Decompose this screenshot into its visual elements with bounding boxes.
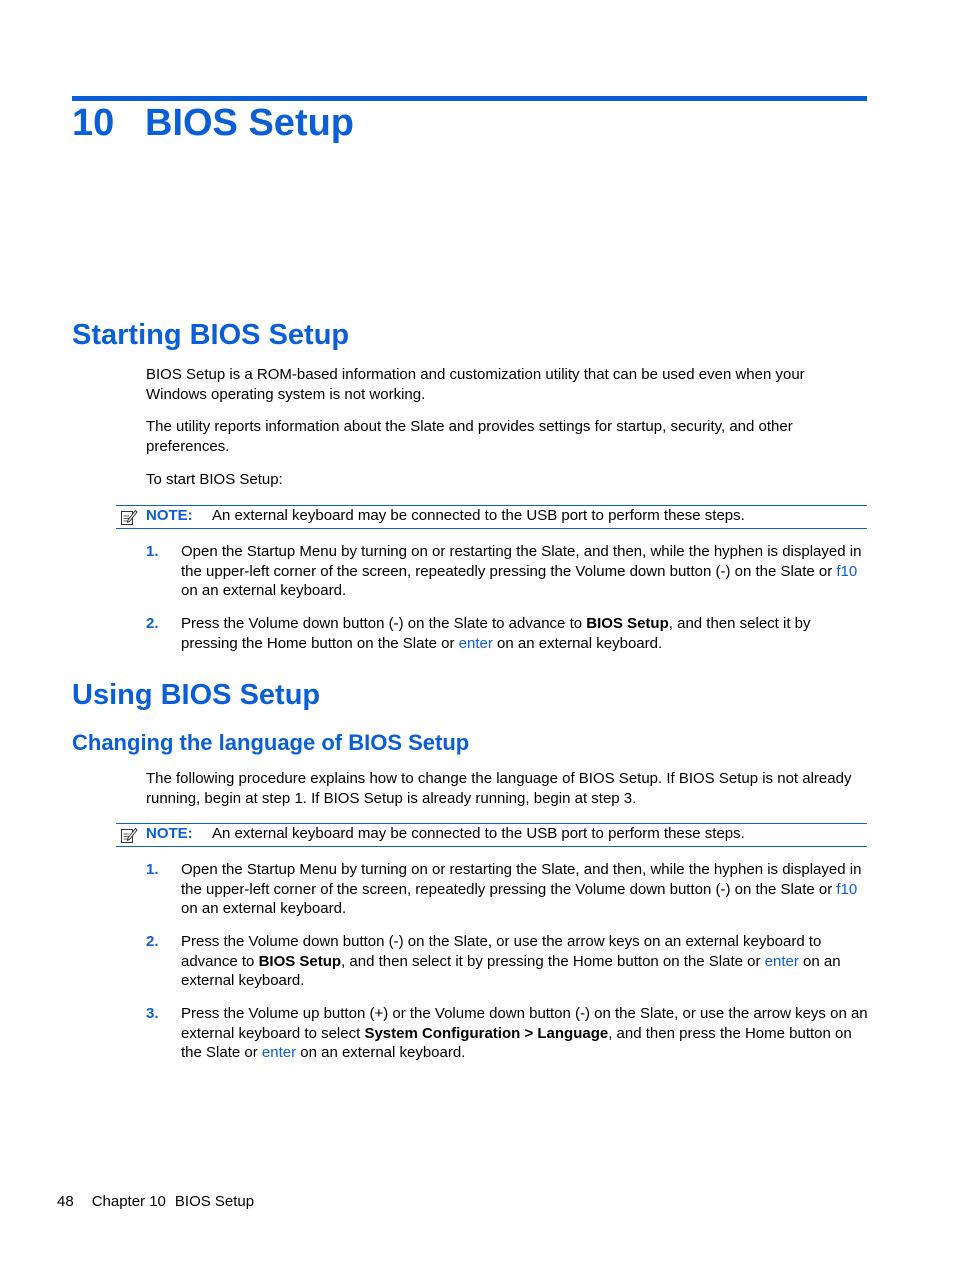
chapter-number: 10 — [72, 102, 115, 144]
footer-title: BIOS Setup — [174, 1193, 255, 1210]
paragraph: To start BIOS Setup: — [146, 471, 283, 488]
key-f10: f10 — [836, 880, 858, 898]
footer-chapter: Chapter 10 — [91, 1193, 166, 1210]
note-text: An external keyboard may be connected to the USB port to perform these steps. — [212, 507, 745, 524]
step-text: Press the Volume down button (-) on the Slate, or use the arrow keys on an external keyboard to advance to BIOS Setup, and then select it by pressing the Home button on the Slate or enter on an external keyboard. — [181, 933, 841, 990]
step-number: 1. — [146, 861, 159, 878]
page-number: 48 — [57, 1193, 74, 1210]
note-label: NOTE: — [146, 825, 193, 842]
note-label: NOTE: — [146, 507, 193, 524]
note-box — [116, 823, 867, 847]
paragraph: The following procedure explains how to change the language of BIOS Setup. If BIOS Setup is not already running, begin at step 1. If BIOS Setup is already running, begin at step 3. — [146, 770, 852, 807]
key-f10: f10 — [836, 562, 858, 580]
note-text: An external keyboard may be connected to the USB port to perform these steps. — [212, 825, 745, 842]
key-enter: enter — [764, 952, 799, 970]
key-enter: enter — [261, 1044, 297, 1062]
note-box — [116, 505, 867, 529]
page-footer — [57, 1192, 272, 1211]
step-number: 2. — [146, 933, 159, 950]
step-number: 2. — [146, 615, 159, 632]
section-heading-using: Using BIOS Setup — [72, 679, 321, 711]
step-text: Open the Startup Menu by turning on or restarting the Slate, and then, while the hyphen is displayed in the upper-left corner of the screen, repeatedly pressing the Volume down button (-) on the Slate or f10 on an external keyboard. — [181, 543, 862, 600]
note-pencil-icon — [120, 826, 138, 844]
subsection-heading: Changing the language of BIOS Setup — [72, 730, 470, 755]
step-text: Press the Volume down button (-) on the Slate to advance to BIOS Setup, and then select it by pressing the Home button on the Slate or enter on an external keyboard. — [181, 615, 811, 652]
step-number: 1. — [146, 543, 159, 560]
step-text: Press the Volume up button (+) or the Volume down button (-) on the Slate, or use the arrow keys on an external keyboard to select System Configuration > Language, and then press the Home button on the Slate or enter on an external keyboard. — [181, 1005, 868, 1062]
step-text: Open the Startup Menu by turning on or restarting the Slate, and then, while the hyphen is displayed in the upper-left corner of the screen, repeatedly pressing the Volume down button (-) on the Slate or f10 on an external keyboard. — [181, 861, 862, 918]
step-number: 3. — [146, 1005, 159, 1022]
section-heading-starting: Starting BIOS Setup — [72, 319, 350, 351]
key-enter: enter — [458, 634, 493, 652]
note-pencil-icon — [120, 508, 138, 526]
paragraph: BIOS Setup is a ROM-based information and customization utility that can be used even when your Windows operating system is not working. — [146, 366, 805, 403]
chapter-title — [72, 100, 354, 146]
paragraph: The utility reports information about the Slate and provides settings for startup, security, and other preferences. — [146, 418, 793, 455]
chapter-title-text: BIOS Setup — [145, 102, 355, 144]
